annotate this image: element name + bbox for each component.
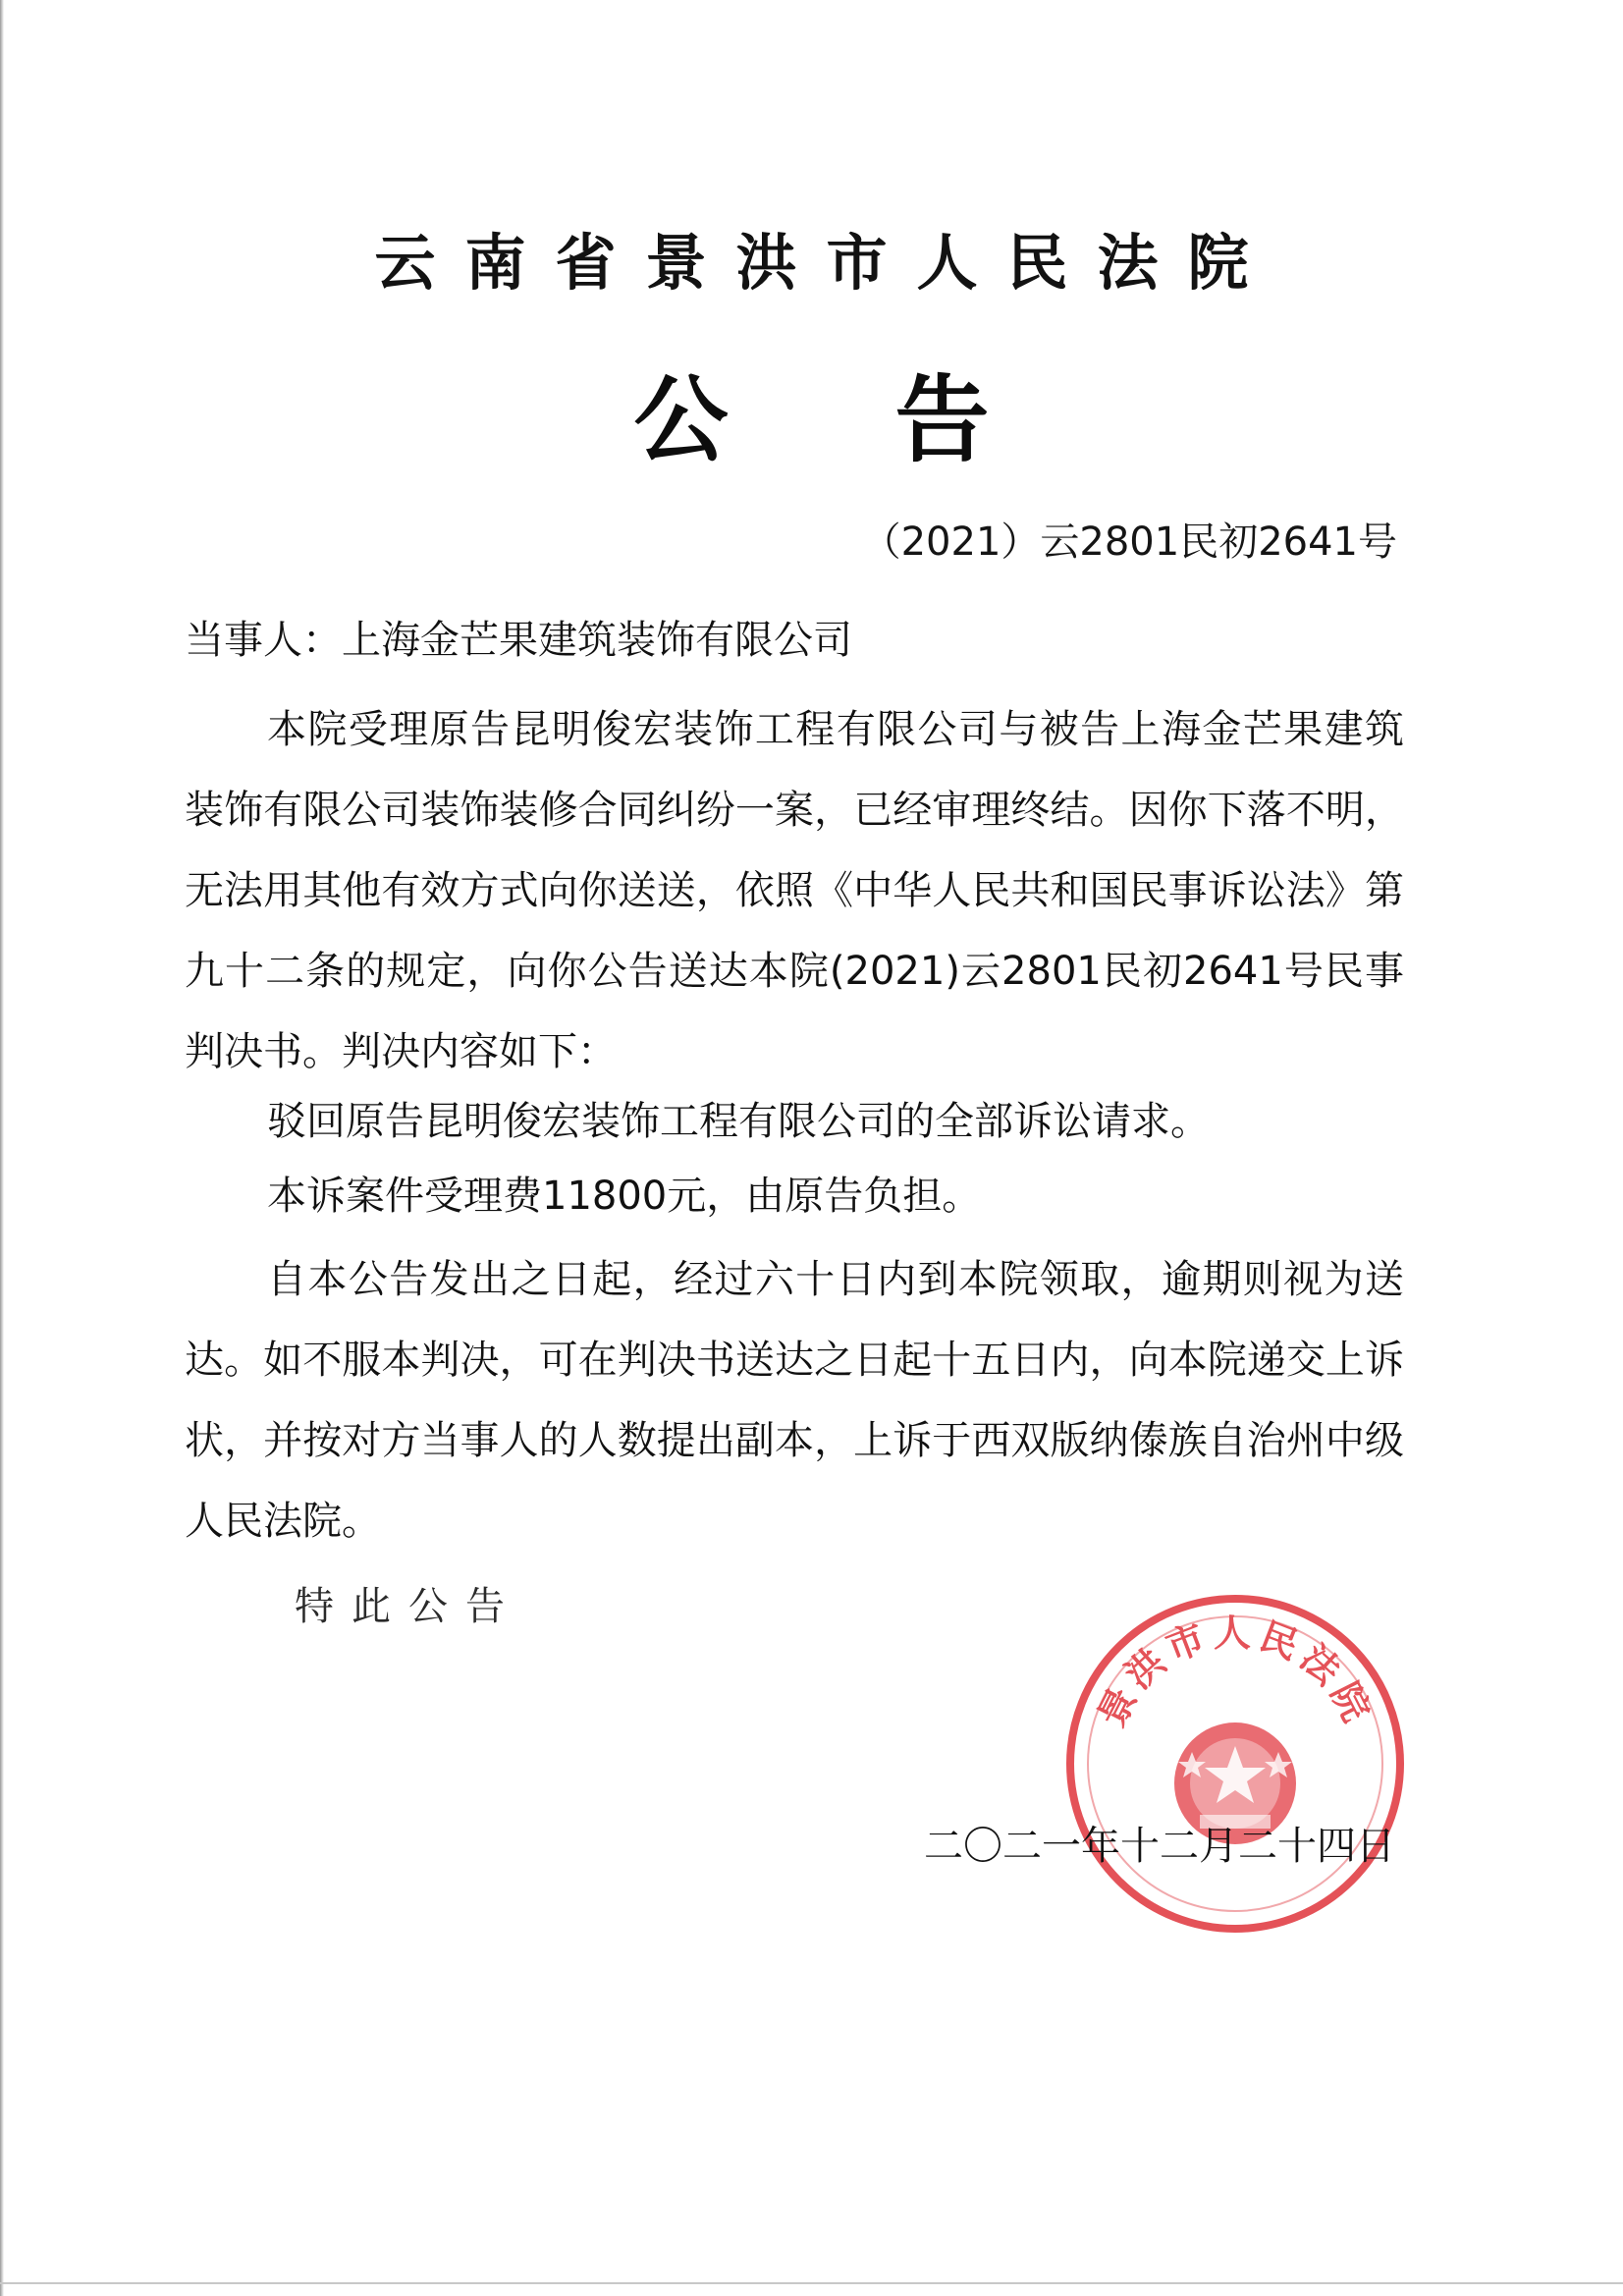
case-number: （2021）云2801民初2641号: [861, 519, 1397, 565]
document-type-heading: 公告: [633, 365, 1157, 475]
page-edge-left: [0, 0, 4, 2296]
issue-date: 二〇二一年十二月二十四日: [924, 1824, 1395, 1869]
page-edge-bottom: [0, 2282, 1623, 2284]
special-notice: 特此公告: [295, 1584, 522, 1629]
body-paragraph-2: 自本公告发出之日起，经过六十日内到本院领取，逾期则视为送达。如不服本判决，可在判决书送达之日起十五日内，向本院递交上诉状，并按对方当事人的人数提出副本，上诉于西双版纳傣族自治州中级人民法院。: [185, 1257, 1404, 1544]
judgment-item-1: 驳回原告昆明俊宏装饰工程有限公司的全部诉讼请求。: [267, 1099, 1210, 1144]
party-line: 当事人：上海金芒果建筑装饰有限公司: [185, 618, 852, 663]
court-name-heading: 云南省景洪市人民法院: [374, 227, 1278, 299]
body-paragraph-1: 本院受理原告昆明俊宏装饰工程有限公司与被告上海金芒果建筑装饰有限公司装饰装修合同纠纷一案，已经审理终结。因你下落不明，无法用其他有效方式向你送送，依照《中华人民共和国民事诉讼法》第九十二条的规定，向你公告送达本院(2021)云2801民初2641号民事判决书。判决内容如下：: [185, 707, 1404, 1074]
judgment-item-2: 本诉案件受理费11800元，由原告负担。: [267, 1174, 982, 1219]
seal-text: 景洪市人民法院: [1088, 1611, 1382, 1734]
court-seal-stamp: [1062, 1591, 1408, 1937]
